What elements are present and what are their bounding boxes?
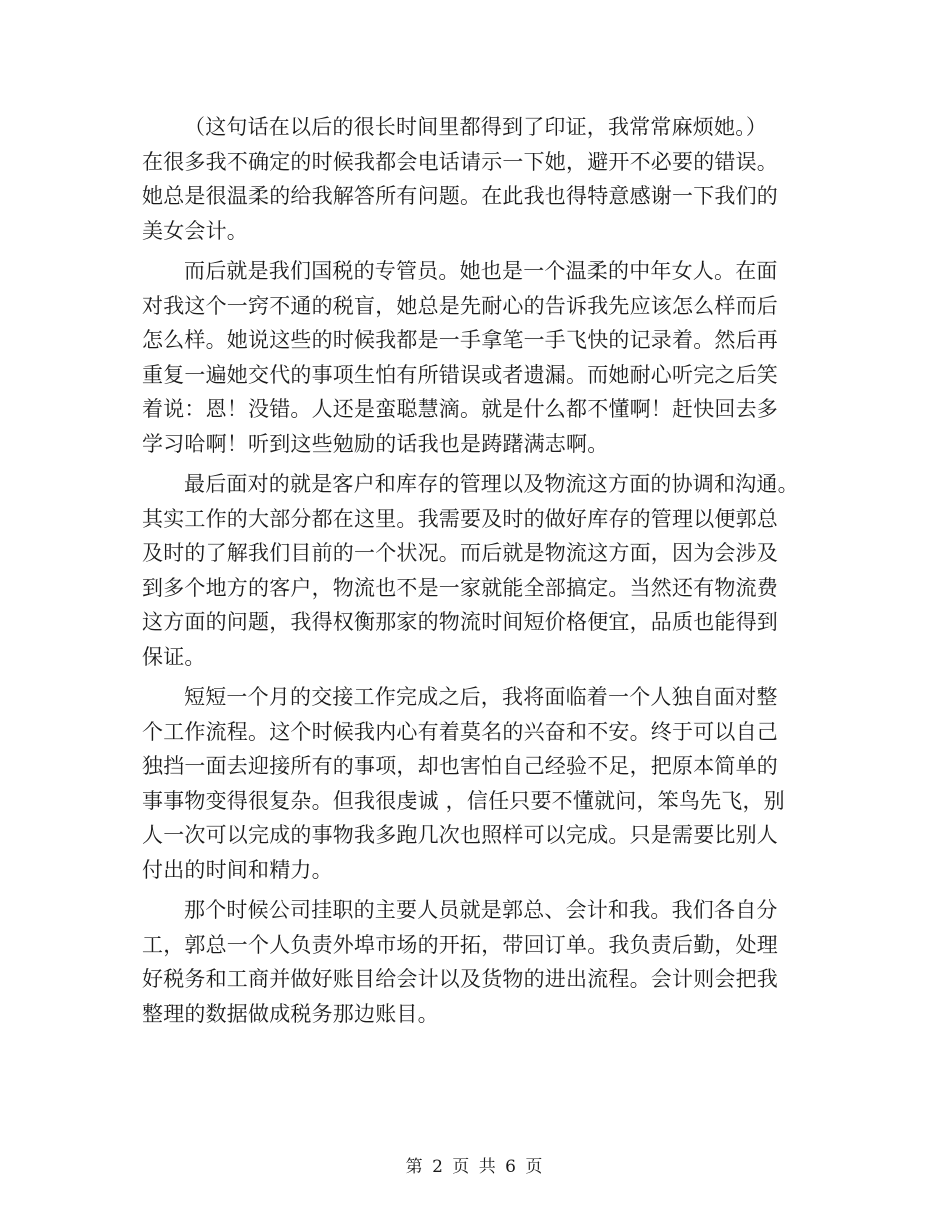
paragraph-4 (142, 680, 806, 887)
text-line: 独挡一面去迎接所有的事项，却也害怕自己经验不足，把原本简单的 (142, 754, 778, 778)
page-number-footer: 第 2 页 共 6 页 (405, 1157, 545, 1177)
text-line: 到多个地方的客户，物流也不是一家就能全部搞定。当然还有物流费 (142, 575, 778, 600)
text-line: 在很多我不确定的时候我都会电话请示一下她，避开不必要的错误。 (142, 149, 778, 174)
text-line: 怎么样。她说这些的时候我都是一手拿笔一手飞快的记录着。然后再 (142, 328, 778, 352)
text-line: 付出的时间和精力。 (142, 857, 333, 882)
text-line: 人一次可以完成的事物我多跑几次也照样可以完成。只是需要比别人 (142, 823, 778, 847)
text-line: 短短一个月的交接工作完成之后，我将面临着一个人独自面对整 (184, 685, 778, 709)
paragraph-2 (142, 254, 806, 461)
text-line: 工，郭总一个人负责外埠市场的开拓，带回订单。我负责后勤，处理 (142, 932, 778, 957)
text-line: 个工作流程。这个时候我内心有着莫名的兴奋和不安。终于可以自己 (142, 719, 778, 744)
text-line: 那个时候公司挂职的主要人员就是郭总、会计和我。我们各自分 (184, 898, 778, 922)
text-line: 美女会计。 (142, 218, 248, 243)
text-line: 保证。 (142, 644, 206, 669)
text-line: 她总是很温柔的给我解答所有问题。在此我也得特意感谢一下我们的 (142, 184, 778, 208)
text-line: 对我这个一窍不通的税盲，她总是先耐心的告诉我先应该怎么样而后 (142, 293, 778, 318)
text-line: 最后面对的就是客户和库存的管理以及物流这方面的协调和沟通。 (184, 472, 799, 496)
text-line: 着说：恩！没错。人还是蛮聪慧滴。就是什么都不懂啊！赶快回去多 (142, 397, 778, 421)
text-line: 事事物变得很复杂。但我很虔诚 ，信任只要不懂就问，笨鸟先飞，别 (142, 788, 785, 813)
text-line: 重复一遍她交代的事项生怕有所错误或者遗漏。而她耐心听完之后笑 (142, 362, 778, 387)
text-line: 学习哈啊！听到这些勉励的话我也是踌躇满志啊。 (142, 431, 609, 456)
text-line: （这句话在以后的很长时间里都得到了印证，我常常麻烦她。） (184, 115, 768, 139)
text-line: 其实工作的大部分都在这里。我需要及时的做好库存的管理以便郭总 (142, 506, 778, 531)
text-line: 而后就是我们国税的专管员。她也是一个温柔的中年女人。在面 (184, 259, 778, 283)
text-line: 及时的了解我们目前的一个状况。而后就是物流这方面，因为会涉及 (142, 541, 778, 565)
paragraph-5 (142, 893, 806, 1031)
text-line: 这方面的问题，我得权衡那家的物流时间短价格便宜，品质也能得到 (142, 610, 778, 634)
paragraph-3 (142, 467, 806, 674)
document-body (142, 110, 806, 1031)
text-line: 整理的数据做成税务那边账目。 (142, 1001, 439, 1026)
text-line: 好税务和工商并做好账目给会计以及货物的进出流程。会计则会把我 (142, 967, 778, 991)
paragraph-1 (142, 110, 806, 248)
